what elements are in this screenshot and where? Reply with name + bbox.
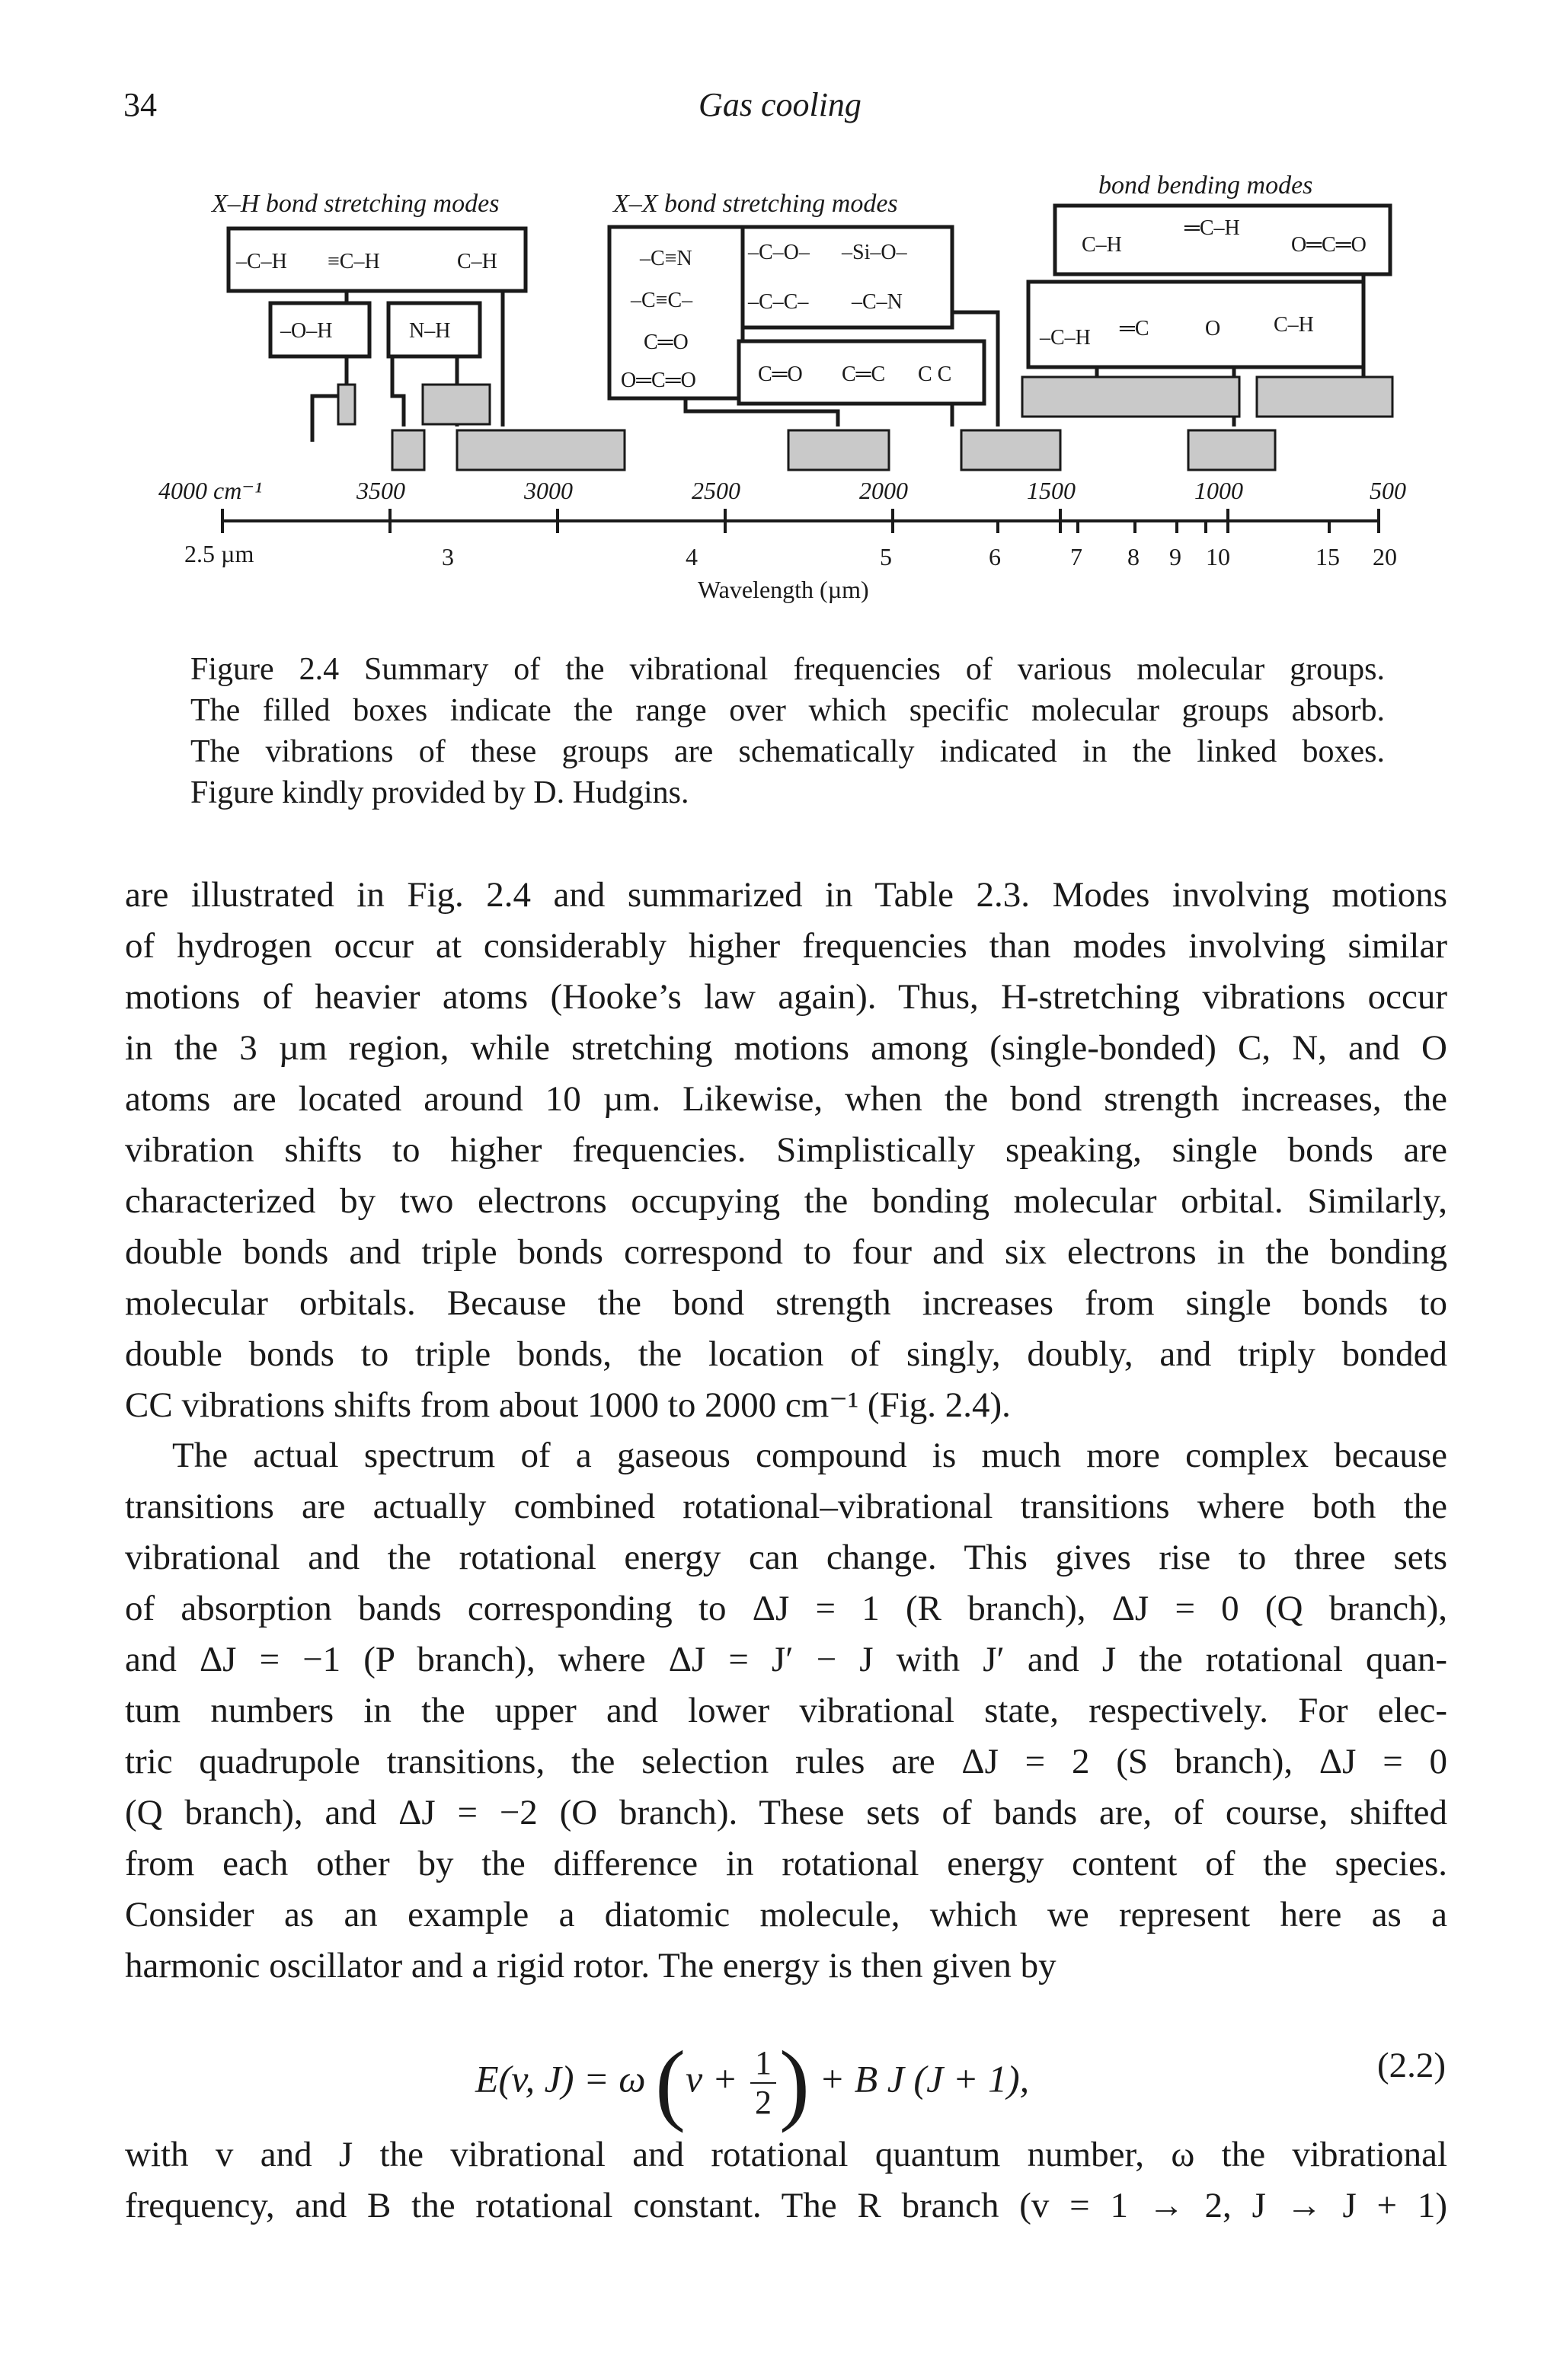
wavelength-label: 10 [1206, 543, 1230, 570]
mode-cc-single: –C–C– [748, 290, 809, 314]
wavelength-label: 2.5 µm [184, 540, 254, 567]
text-line: vibrational and the rotational energy can change. This gives rise to three sets [125, 1538, 1447, 1577]
equation-number: (2.2) [1376, 2046, 1446, 2085]
mode-bend-o: O [1205, 317, 1221, 340]
text-line: vibration shifts to higher frequencies. Simplistically speaking, single bonds are [125, 1130, 1447, 1170]
mode-ch-sp3: –C–H [236, 250, 287, 273]
text-line: frequency, and B the rotational constant. The R branch (v = 1 → 2, J → J + 1) [125, 2186, 1447, 2225]
text-line: Consider as an example a diatomic molecule, which we represent here as a [125, 1895, 1447, 1934]
absorption-range-xh-wide [457, 430, 625, 470]
wavelength-label: 3 [442, 543, 454, 570]
mode-co-single: –C–O– [748, 241, 810, 264]
text-line: tric quadrupole transitions, the selection rules are ΔJ = 2 (S branch), ΔJ = 0 [125, 1742, 1447, 1781]
fraction-numerator: 1 [750, 2044, 776, 2084]
text-line: of hydrogen occur at considerably higher frequencies than modes involving similar [125, 926, 1447, 966]
mode-sio: –Si–O– [842, 241, 907, 264]
mode-bend-ch-ring: C–H [1082, 233, 1122, 257]
wavenumber-label: 500 [1370, 477, 1406, 504]
running-head: Gas cooling [698, 86, 862, 123]
absorption-range-double [961, 430, 1060, 470]
text-line: double bonds to triple bonds, the location of singly, doubly, and triply bonded [125, 1334, 1447, 1374]
text-line: motions of heavier atoms (Hooke’s law again). Thus, H-stretching vibrations occur [125, 977, 1447, 1017]
text-line: tum numbers in the upper and lower vibrational state, respectively. For elec- [125, 1691, 1447, 1730]
wavelength-label: 20 [1373, 543, 1397, 570]
vibrational-frequency-figure [0, 0, 1560, 625]
mode-oh: –O–H [280, 319, 333, 343]
mode-bend-oco: O═C═O [1291, 233, 1367, 257]
caption-line: The filled boxes indicate the range over which specific molecular groups absorb. [190, 693, 1385, 728]
fraction [750, 2044, 776, 2122]
paragraph [125, 870, 1447, 1431]
wavelength-label: 4 [686, 543, 698, 570]
mode-oco: O═C═O [621, 369, 696, 392]
wavelength-label: 7 [1070, 543, 1082, 570]
wavelength-label: 8 [1127, 543, 1140, 570]
text-line: CC vibrations shifts from about 1000 to 2000 cm⁻¹ (Fig. 2.4). [125, 1385, 1011, 1425]
paragraph [125, 1430, 1447, 1992]
mode-co-double: C═O [644, 331, 689, 354]
absorption-range-bend [1257, 377, 1392, 417]
mode-cn-triple: –C≡N [640, 247, 692, 270]
absorption-range-oh [338, 385, 355, 424]
caption-line: Figure 2.4 Summary of the vibrational frequencies of various molecular groups. [190, 652, 1385, 687]
mode-bend-eq: ═C [1120, 317, 1149, 340]
fraction-denominator: 2 [754, 2084, 772, 2121]
wavelength-label: 15 [1315, 543, 1340, 570]
wavenumber-label: 1000 [1194, 477, 1243, 504]
left-paren: ( [655, 2032, 686, 2133]
wavenumber-label: 3000 [524, 477, 573, 504]
page-number: 34 [123, 86, 157, 123]
absorption-range-nh [423, 385, 490, 424]
absorption-range-ch [392, 430, 424, 470]
wavenumber-label: 4000 cm⁻¹ [158, 477, 262, 504]
text-line: are illustrated in Fig. 2.4 and summarized in Table 2.3. Modes involving motions [125, 875, 1447, 915]
text-line: in the 3 µm region, while stretching motions among (single-bonded) C, N, and O [125, 1028, 1447, 1068]
group-label-bending: bond bending modes [1098, 171, 1313, 200]
equation-lhs: E(v, J) = ω [475, 2057, 646, 2100]
text-line: atoms are located around 10 µm. Likewise, when the bond strength increases, the [125, 1079, 1447, 1119]
paragraph [125, 2129, 1447, 2231]
absorption-range-triple [788, 430, 889, 470]
text-line: transitions are actually combined rotational–vibrational transitions where both the [125, 1487, 1447, 1526]
absorption-range-single [1022, 377, 1239, 417]
mode-cc-alkene: C═C [842, 363, 886, 386]
wavenumber-label: 3500 [356, 477, 405, 504]
mode-ring: C C [918, 363, 952, 386]
right-paren: ) [778, 2032, 810, 2133]
figure-caption [190, 649, 1385, 813]
text-line: with v and J the vibrational and rotational quantum number, ω the vibrational [125, 2135, 1447, 2174]
mode-ch-sp: ≡C–H [328, 250, 380, 273]
text-line: double bonds and triple bonds correspond to four and six electrons in the bonding [125, 1232, 1447, 1272]
wavelength-label: 6 [989, 543, 1001, 570]
text-line: from each other by the difference in rotational energy content of the species. [125, 1844, 1447, 1883]
wavenumber-label: 1500 [1027, 477, 1076, 504]
absorption-range-bend-low [1188, 430, 1275, 470]
group-label-xx: X–X bond stretching modes [613, 190, 898, 218]
mode-bend-vinyl: ═C–H [1184, 216, 1240, 240]
group-label-xh: X–H bond stretching modes [212, 190, 500, 218]
equation-term: v + [686, 2057, 738, 2100]
mode-bend-ch-sp3: –C–H [1040, 326, 1091, 350]
wavenumber-label: 2000 [859, 477, 908, 504]
mode-cn-single: –C–N [852, 290, 903, 314]
text-line: harmonic oscillator and a rigid rotor. The energy is then given by [125, 1946, 1057, 1985]
wavelength-label: 5 [880, 543, 892, 570]
text-line: The actual spectrum of a gaseous compound is much more complex because [172, 1436, 1447, 1475]
text-line: molecular orbitals. Because the bond strength increases from single bonds to [125, 1283, 1447, 1323]
wavelength-axis-title: Wavelength (µm) [698, 576, 869, 603]
text-line: of absorption bands corresponding to ΔJ = 1 (R branch), ΔJ = 0 (Q branch), [125, 1589, 1447, 1628]
text-line: (Q branch), and ΔJ = −2 (O branch). These sets of bands are, of course, shifted [125, 1793, 1447, 1832]
text-line: and ΔJ = −1 (P branch), where ΔJ = J′ − J with J′ and J the rotational quan- [125, 1640, 1447, 1679]
mode-bend-ring: C–H [1274, 313, 1314, 337]
caption-line: Figure kindly provided by D. Hudgins. [190, 775, 689, 810]
wavelength-label: 9 [1169, 543, 1181, 570]
equation-body [475, 2032, 1030, 2133]
wavenumber-label: 2500 [692, 477, 740, 504]
mode-co-ketone: C═O [758, 363, 803, 386]
caption-line: The vibrations of these groups are schematically indicated in the linked boxes. [190, 734, 1385, 769]
mode-cc-triple: –C≡C– [631, 289, 693, 312]
mode-ch-sp2: C–H [457, 250, 497, 273]
mode-nh: N–H [409, 319, 451, 343]
text-line: characterized by two electrons occupying the bonding molecular orbital. Similarly, [125, 1181, 1447, 1221]
equation-rhs: + B J (J + 1), [819, 2057, 1030, 2100]
equation-2-2 [0, 2014, 1560, 2133]
